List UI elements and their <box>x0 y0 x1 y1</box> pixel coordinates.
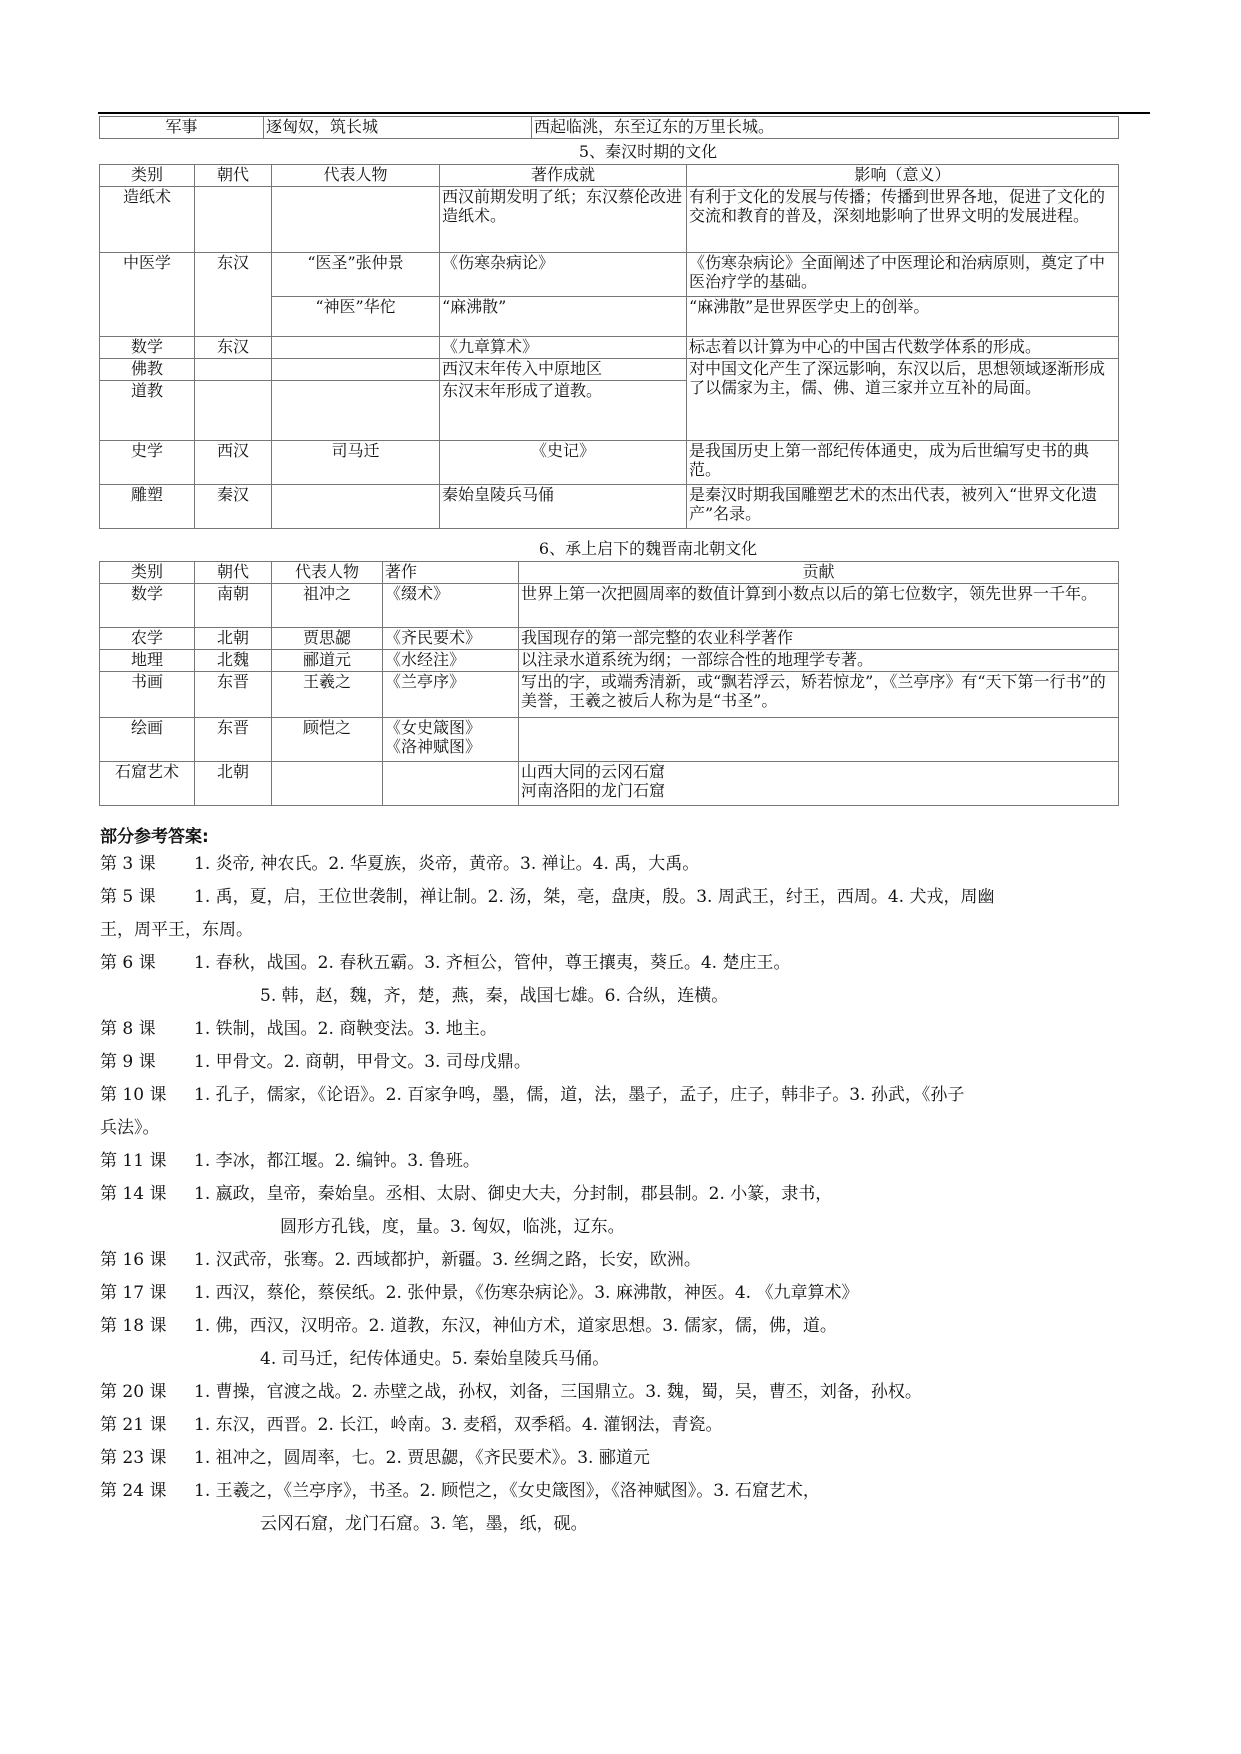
answer-line <box>100 887 995 907</box>
work-cell: “麻沸散” <box>440 297 687 337</box>
header-category: 类别 <box>100 165 195 187</box>
answer-text: 1. 东汉，西晋。2. 长江，岭南。3. 麦稻，双季稻。4. 灌钢法，青瓷。 <box>194 1415 723 1435</box>
table-row <box>100 628 1119 650</box>
answers-title: 部分参考答案: <box>100 827 209 847</box>
dynasty-cell: 东晋 <box>195 672 272 718</box>
answer-line <box>100 1481 820 1501</box>
contribution-cell: 世界上第一次把圆周率的数值计算到小数点以后的第七位数字，领先世界一千年。 <box>519 584 1119 628</box>
contribution-cell: 我国现存的第一部完整的农业科学著作 <box>519 628 1119 650</box>
impact-cell: 是我国历史上第一部纪传体通史，成为后世编写史书的典范。 <box>687 441 1119 485</box>
detail-cell: 西起临洮，东至辽东的万里长城。 <box>532 117 1119 139</box>
answer-line <box>100 1382 922 1402</box>
dynasty-cell: 北朝 <box>195 628 272 650</box>
answer-line <box>260 986 728 1006</box>
table-row <box>100 762 1119 806</box>
impact-cell: “麻沸散”是世界医学史上的创举。 <box>687 297 1119 337</box>
contribution-cell <box>519 718 1119 762</box>
work-cell: 《伤寒杂病论》 <box>440 253 687 297</box>
table-row <box>100 253 1119 297</box>
answer-text: 1. 祖冲之，圆周率，七。2. 贾思勰，《齐民要术》。3. 郦道元 <box>194 1448 650 1468</box>
answer-line <box>100 854 699 874</box>
weijin-culture-table <box>99 561 1119 806</box>
dynasty-cell: 东汉 <box>195 253 272 337</box>
table-row <box>100 718 1119 762</box>
answer-lesson-label: 第 5 课 <box>100 887 156 907</box>
answer-line <box>100 1085 964 1105</box>
answer-text: 兵法》。 <box>100 1118 160 1138</box>
answer-text: 云冈石窟，龙门石窟。3. 笔，墨，纸，砚。 <box>260 1514 588 1534</box>
category-cell: 数学 <box>100 337 195 359</box>
header-work: 著作成就 <box>440 165 687 187</box>
answer-line <box>100 1283 859 1303</box>
dynasty-cell: 南朝 <box>195 584 272 628</box>
dynasty-cell: 东晋 <box>195 718 272 762</box>
answer-line <box>260 1349 609 1369</box>
answer-text: 1. 春秋，战国。2. 春秋五霸。3. 齐桓公，管仲，尊王攘夷，葵丘。4. 楚庄王。 <box>194 953 791 973</box>
contribution-cell: 写出的字，或端秀清新，或“飘若浮云，矫若惊龙”，《兰亭序》有“天下第一行书”的美誉，王羲之被后人称为是“书圣”。 <box>519 672 1119 718</box>
header-impact: 影响（意义） <box>687 165 1119 187</box>
dynasty-cell: 西汉 <box>195 441 272 485</box>
category-cell: 农学 <box>100 628 195 650</box>
category-cell: 石窟艺术 <box>100 762 195 806</box>
answer-text: 1. 李冰，都江堰。2. 编钟。3. 鲁班。 <box>194 1151 480 1171</box>
answer-text: 1. 嬴政，皇帝，秦始皇。丞相、太尉、御史大夫，分封制，郡县制。2. 小篆，隶书， <box>194 1184 833 1204</box>
impact-cell: 标志着以计算为中心的中国古代数学体系的形成。 <box>687 337 1119 359</box>
header-row <box>100 165 1119 187</box>
military-table <box>99 116 1119 139</box>
contribution-line: 山西大同的云冈石窟 <box>521 762 666 781</box>
impact-cell: 《伤寒杂病论》全面阐述了中医理论和治病原则，奠定了中医治疗学的基础。 <box>687 253 1119 297</box>
answer-line <box>100 1250 701 1270</box>
person-cell <box>272 762 383 806</box>
answer-text: 4. 司马迁，纪传体通史。5. 秦始皇陵兵马俑。 <box>260 1349 610 1369</box>
answer-text: 5. 韩，赵，魏，齐，楚，燕，秦，战国七雄。6. 合纵，连横。 <box>260 986 729 1006</box>
category-cell: 数学 <box>100 584 195 628</box>
answer-text: 1. 佛，西汉，汉明帝。2. 道教，东汉，神仙方术，道家思想。3. 儒家，儒，佛，道。 <box>194 1316 837 1336</box>
answer-lesson-label: 第 18 课 <box>100 1316 167 1336</box>
answer-lesson-label: 第 11 课 <box>100 1151 167 1171</box>
answer-lesson-label: 第 20 课 <box>100 1382 167 1402</box>
work-line: 《女史箴图》 <box>385 718 482 737</box>
category-cell: 军事 <box>100 117 264 139</box>
answer-lesson-label: 第 3 课 <box>100 854 156 874</box>
header-person: 代表人物 <box>272 165 440 187</box>
answer-line <box>100 920 253 940</box>
top-rule <box>98 112 1150 114</box>
answer-line <box>260 1514 588 1534</box>
answer-lesson-label: 第 17 课 <box>100 1283 167 1303</box>
qinhan-culture-table <box>99 164 1119 529</box>
contribution-cell: 以注录水道系统为纲；一部综合性的地理学专著。 <box>519 650 1119 672</box>
table-row <box>100 650 1119 672</box>
header-category: 类别 <box>100 562 195 584</box>
answer-text: 圆形方孔钱，度，量。3. 匈奴，临洮，辽东。 <box>280 1217 625 1237</box>
table-row <box>100 584 1119 628</box>
dynasty-cell: 秦汉 <box>195 485 272 529</box>
header-work: 著作 <box>383 562 519 584</box>
impact-cell: 对中国文化产生了深远影响，东汉以后，思想领域逐渐形成了以儒家为主，儒、佛、道三家并立互补的局面。 <box>687 359 1119 441</box>
answer-lesson-label: 第 14 课 <box>100 1184 167 1204</box>
dynasty-cell: 东汉 <box>195 337 272 359</box>
person-cell: 祖冲之 <box>272 584 383 628</box>
dynasty-cell <box>195 187 272 253</box>
dynasty-cell <box>195 359 272 381</box>
answer-text: 1. 铁制，战国。2. 商鞅变法。3. 地主。 <box>194 1019 497 1039</box>
answer-text: 1. 甲骨文。2. 商朝，甲骨文。3. 司母戊鼎。 <box>194 1052 531 1072</box>
answer-line <box>100 1184 832 1204</box>
answer-line <box>100 1052 531 1072</box>
work-cell <box>383 762 519 806</box>
person-cell <box>272 359 440 381</box>
answer-line <box>280 1217 625 1237</box>
work-cell <box>383 718 519 762</box>
answer-lesson-label: 第 16 课 <box>100 1250 167 1270</box>
answer-lesson-label: 第 23 课 <box>100 1448 167 1468</box>
work-cell: 东汉末年形成了道教。 <box>440 381 687 441</box>
section6-title: 6、承上启下的魏晋南北朝文化 <box>538 539 758 558</box>
person-cell: 顾恺之 <box>272 718 383 762</box>
table-row <box>100 359 1119 381</box>
table-row <box>100 117 1119 139</box>
category-cell: 史学 <box>100 441 195 485</box>
header-person: 代表人物 <box>272 562 383 584</box>
answer-line <box>100 1019 497 1039</box>
work-cell: 西汉前期发明了纸；东汉蔡伦改进造纸术。 <box>440 187 687 253</box>
answer-line <box>100 953 791 973</box>
person-cell: 郦道元 <box>272 650 383 672</box>
category-cell: 中医学 <box>100 253 195 337</box>
answer-text: 王，周平王，东周。 <box>100 920 253 940</box>
category-cell: 绘画 <box>100 718 195 762</box>
header-dynasty: 朝代 <box>195 165 272 187</box>
answer-lesson-label: 第 10 课 <box>100 1085 167 1105</box>
table-row <box>100 441 1119 485</box>
answer-line <box>100 1151 480 1171</box>
header-contribution: 贡献 <box>519 562 1119 584</box>
category-cell: 造纸术 <box>100 187 195 253</box>
answer-line <box>100 1415 723 1435</box>
impact-cell: 有利于文化的发展与传播；传播到世界各地，促进了文化的交流和教育的普及，深刻地影响了世界文明的发展进程。 <box>687 187 1119 253</box>
event-cell: 逐匈奴，筑长城 <box>264 117 532 139</box>
table-row <box>100 672 1119 718</box>
person-cell <box>272 337 440 359</box>
category-cell: 道教 <box>100 381 195 441</box>
person-cell <box>272 381 440 441</box>
table-row <box>100 485 1119 529</box>
header-dynasty: 朝代 <box>195 562 272 584</box>
person-cell: “医圣”张仲景 <box>272 253 440 297</box>
table-row <box>100 337 1119 359</box>
answer-line <box>100 1118 160 1138</box>
work-cell: 西汉末年传入中原地区 <box>440 359 687 381</box>
work-line: 《洛神赋图》 <box>385 737 482 756</box>
answer-line <box>100 1448 650 1468</box>
dynasty-cell <box>195 381 272 441</box>
work-cell: 《水经注》 <box>383 650 519 672</box>
dynasty-cell: 北朝 <box>195 762 272 806</box>
header-row <box>100 562 1119 584</box>
answer-text: 1. 孔子，儒家，《论语》。2. 百家争鸣，墨，儒，道，法，墨子，孟子，庄子，韩非子。3. 孙武，《孙子 <box>194 1085 965 1105</box>
answer-text: 1. 炎帝, 神农氏。2. 华夏族，炎帝，黄帝。3. 禅让。4. 禹，大禹。 <box>194 854 700 874</box>
person-cell: 贾思勰 <box>272 628 383 650</box>
answer-lesson-label: 第 24 课 <box>100 1481 167 1501</box>
person-cell: 司马迁 <box>272 441 440 485</box>
answer-text: 1. 禹，夏，启，王位世袭制，禅让制。2. 汤，桀，亳，盘庚，殷。3. 周武王，纣王，西周。4. 犬戎，周幽 <box>194 887 995 907</box>
person-cell <box>272 187 440 253</box>
work-cell: 《兰亭序》 <box>383 672 519 718</box>
person-cell: “神医”华佗 <box>272 297 440 337</box>
contribution-cell <box>519 762 1119 806</box>
category-cell: 地理 <box>100 650 195 672</box>
answer-text: 1. 西汉，蔡伦，蔡侯纸。2. 张仲景，《伤寒杂病论》。3. 麻沸散，神医。4. 《九章算术》 <box>194 1283 859 1303</box>
answer-lesson-label: 第 6 课 <box>100 953 156 973</box>
category-cell: 书画 <box>100 672 195 718</box>
work-cell: 《九章算术》 <box>440 337 687 359</box>
section5-title: 5、秦汉时期的文化 <box>578 142 718 161</box>
answer-lesson-label: 第 9 课 <box>100 1052 156 1072</box>
work-cell: 《齐民要术》 <box>383 628 519 650</box>
person-cell <box>272 485 440 529</box>
person-cell: 王羲之 <box>272 672 383 718</box>
impact-cell: 是秦汉时期我国雕塑艺术的杰出代表，被列入“世界文化遗产”名录。 <box>687 485 1119 529</box>
answer-lesson-label: 第 8 课 <box>100 1019 156 1039</box>
answer-line <box>100 1316 837 1336</box>
answer-text: 1. 曹操，官渡之战。2. 赤壁之战，孙权，刘备，三国鼎立。3. 魏，蜀，吴，曹丕，刘备，孙权。 <box>194 1382 922 1402</box>
dynasty-cell: 北魏 <box>195 650 272 672</box>
work-cell: 秦始皇陵兵马俑 <box>440 485 687 529</box>
work-cell: 《史记》 <box>440 441 687 485</box>
category-cell: 雕塑 <box>100 485 195 529</box>
answer-lesson-label: 第 21 课 <box>100 1415 167 1435</box>
answer-text: 1. 王羲之，《兰亭序》，书圣。2. 顾恺之，《女史箴图》，《洛神赋图》。3. 石窟艺术， <box>194 1481 820 1501</box>
work-cell: 《缀术》 <box>383 584 519 628</box>
contribution-line: 河南洛阳的龙门石窟 <box>521 781 666 800</box>
answer-text: 1. 汉武帝，张骞。2. 西域都护，新疆。3. 丝绸之路，长安，欧洲。 <box>194 1250 701 1270</box>
category-cell: 佛教 <box>100 359 195 381</box>
table-row <box>100 187 1119 253</box>
